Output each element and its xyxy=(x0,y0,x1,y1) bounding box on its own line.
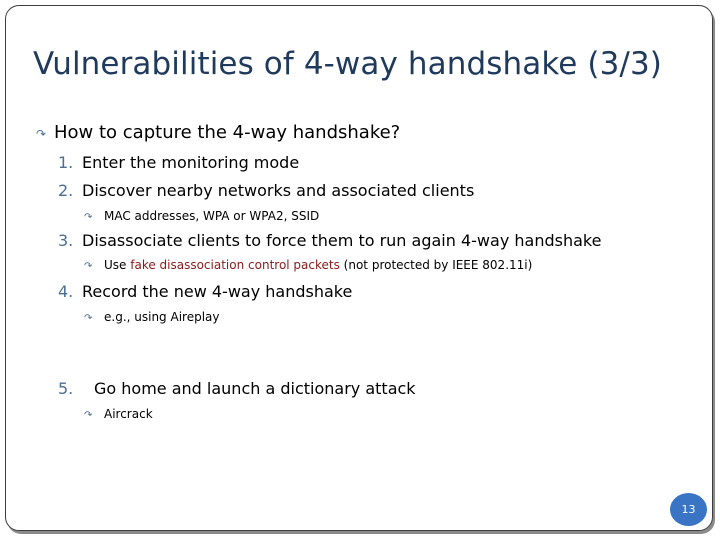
curved-arrow-bullet-icon: ↷ xyxy=(84,410,93,421)
step-number: 3. xyxy=(58,231,74,250)
step-number: 2. xyxy=(58,181,74,200)
curved-arrow-bullet-icon: ↷ xyxy=(84,212,93,223)
step-2 xyxy=(58,181,474,200)
highlighted-term: fake disassociation control packets xyxy=(130,258,340,272)
step-5 xyxy=(58,379,416,398)
step-1 xyxy=(58,153,299,172)
step-text: Record the new 4-way handshake xyxy=(82,282,353,301)
step-3 xyxy=(58,231,601,250)
sub-bullet xyxy=(84,209,319,223)
step-number: 1. xyxy=(58,153,74,172)
page-number-badge: 13 xyxy=(670,493,707,526)
main-bullet-text: How to capture the 4-way handshake? xyxy=(54,122,401,143)
step-number: 4. xyxy=(58,282,74,301)
sub-bullet-text: e.g., using Aireplay xyxy=(104,310,220,324)
step-text: Go home and launch a dictionary attack xyxy=(94,379,416,398)
sub-bullet-text: Aircrack xyxy=(104,407,153,421)
step-text: Enter the monitoring mode xyxy=(82,153,300,172)
sub-bullet xyxy=(84,407,153,421)
slide-title: Vulnerabilities of 4-way handshake (3/3) xyxy=(33,46,662,82)
sub-bullet xyxy=(84,258,532,272)
step-text: Disassociate clients to force them to run again 4-way handshake xyxy=(82,231,602,250)
step-4 xyxy=(58,282,352,301)
sub-bullet-text-b: (not protected by IEEE 802.11i) xyxy=(339,258,533,272)
main-bullet xyxy=(36,122,400,143)
curved-arrow-bullet-icon: ↷ xyxy=(84,261,93,272)
sub-bullet-text: MAC addresses, WPA or WPA2, SSID xyxy=(104,209,320,223)
step-number: 5. xyxy=(58,379,74,398)
curved-arrow-bullet-icon: ↷ xyxy=(36,127,47,141)
sub-bullet-text-a: Use xyxy=(104,258,131,272)
step-text: Discover nearby networks and associated clients xyxy=(82,181,475,200)
curved-arrow-bullet-icon: ↷ xyxy=(84,313,93,324)
sub-bullet xyxy=(84,310,220,324)
